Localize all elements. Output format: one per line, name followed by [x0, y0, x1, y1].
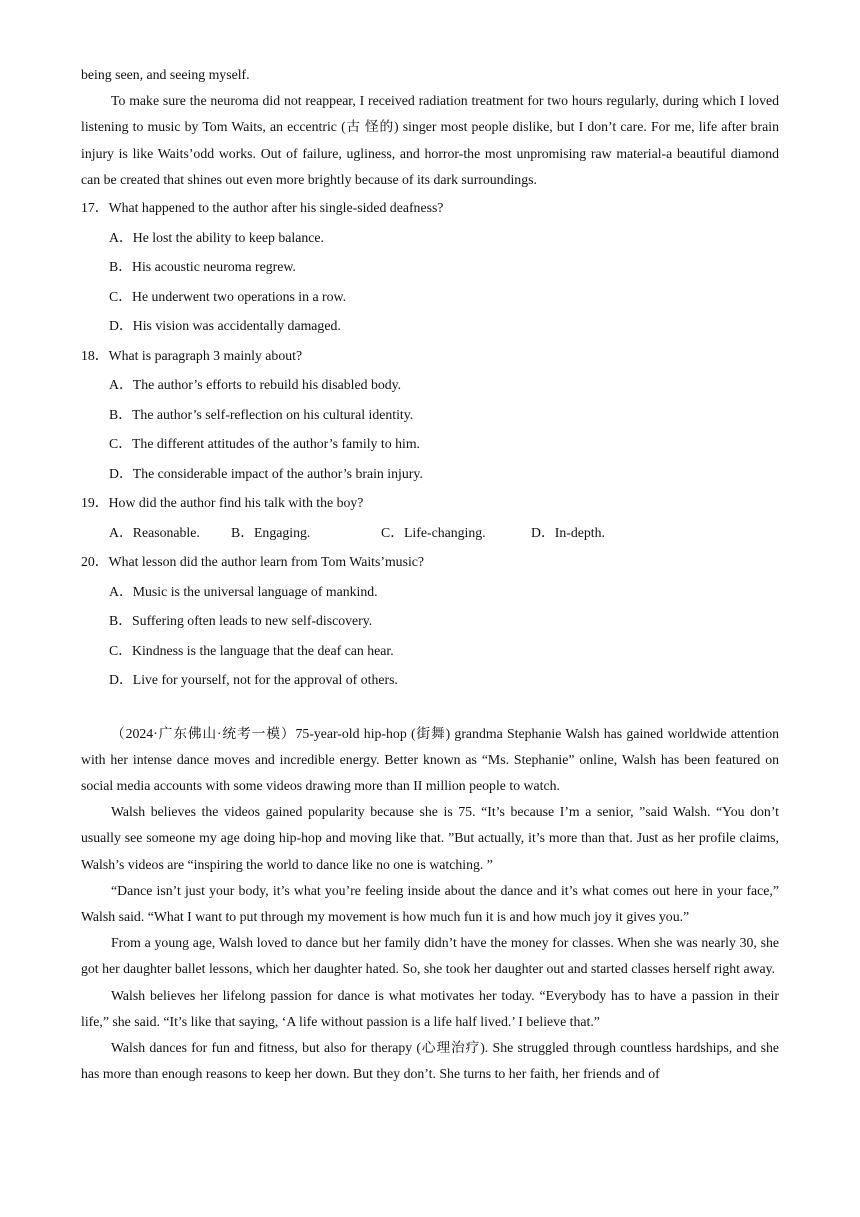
paragraph: “Dance isn’t just your body, it’s what you’re feeling inside about the dance and it’s what comes out here in your face,” Walsh said. “What I want to put through my movement is how much fun it is and how much joy it gives you.” [81, 882, 779, 924]
option: A．He lost the ability to keep balance. [109, 229, 324, 245]
option: C．Kindness is the language that the deaf can hear. [109, 642, 394, 658]
question-stem: 19．How did the author find his talk with the boy? [81, 495, 364, 511]
question-19 [81, 488, 779, 547]
question-18 [81, 341, 779, 489]
section-gap [81, 695, 779, 721]
option-row [109, 518, 779, 548]
paragraph: being seen, and seeing myself. [81, 67, 250, 82]
document-page [81, 62, 779, 1087]
option: C．Life-changing. [381, 524, 486, 540]
paragraph: Walsh believes her lifelong passion for dance is what motivates her today. “Everybody has to have a passion in their life,” she said. “It’s like that saying, ‘A life without passion is a life half lived.’ I believe that.” [81, 987, 779, 1029]
question-stem: 20．What lesson did the author learn from Tom Waits’music? [81, 554, 425, 570]
option: A．Reasonable. [109, 524, 200, 540]
option: D．In-depth. [531, 524, 605, 540]
option: A．The author’s efforts to rebuild his disabled body. [109, 377, 402, 393]
question-17 [81, 193, 779, 341]
option: D．His vision was accidentally damaged. [109, 318, 341, 334]
option: C．The different attitudes of the author’s family to him. [109, 436, 421, 452]
option: B．Engaging. [231, 524, 311, 540]
option: B．His acoustic neuroma regrew. [109, 259, 296, 275]
option: A．Music is the universal language of mankind. [109, 583, 378, 599]
option: D．The considerable impact of the author’s brain injury. [109, 465, 423, 481]
paragraph: （2024·广东佛山·统考一模）75-year-old hip-hop (街舞) grandma Stephanie Walsh has gained worldwide attention with her intense dance moves and incredible energy. Better known as “Ms. Stephanie” online, Walsh has been featured on social media accounts with some videos drawing more than II million people to watch. [81, 725, 779, 793]
option: D．Live for yourself, not for the approval of others. [109, 672, 398, 688]
paragraph: Walsh believes the videos gained popularity because she is 75. “It’s because I’m a senior, ”said Walsh. “You don’t usually see someone my age doing hip-hop and moving like that. ”But actually, it’s more than that. Just as her profile claims, Walsh’s videos are “inspiring the world to dance like no one is watching. ” [81, 804, 779, 872]
question-stem: 18．What is paragraph 3 mainly about? [81, 347, 303, 363]
option: B．Suffering often leads to new self-discovery. [109, 613, 373, 629]
paragraph: From a young age, Walsh loved to dance but her family didn’t have the money for classes. When she was nearly 30, she got her daughter ballet lessons, which her daughter hated. So, she took her daughter out and started classes herself right away. [81, 935, 779, 977]
option: B．The author’s self-reflection on his cultural identity. [109, 406, 414, 422]
question-stem: 17．What happened to the author after his single-sided deafness? [81, 200, 444, 216]
paragraph: To make sure the neuroma did not reappear, I received radiation treatment for two hours regularly, during which I loved listening to music by Tom Waits, an eccentric (古 怪的) singer most people dislike, but I don’t care. For me, life after brain injury is like Waits’odd works. Out of failure, ugliness, and horror-the most unpromising raw material-a beautiful diamond can be created that shines out even more brightly because of its dark surroundings. [81, 93, 779, 187]
question-20 [81, 547, 779, 695]
paragraph: Walsh dances for fun and fitness, but also for therapy (心理治疗). She struggled through countless hardships, and she has more than enough reasons to keep her down. But they don’t. She turns to her faith, her friends and of [81, 1039, 779, 1082]
option: C．He underwent two operations in a row. [109, 288, 347, 304]
